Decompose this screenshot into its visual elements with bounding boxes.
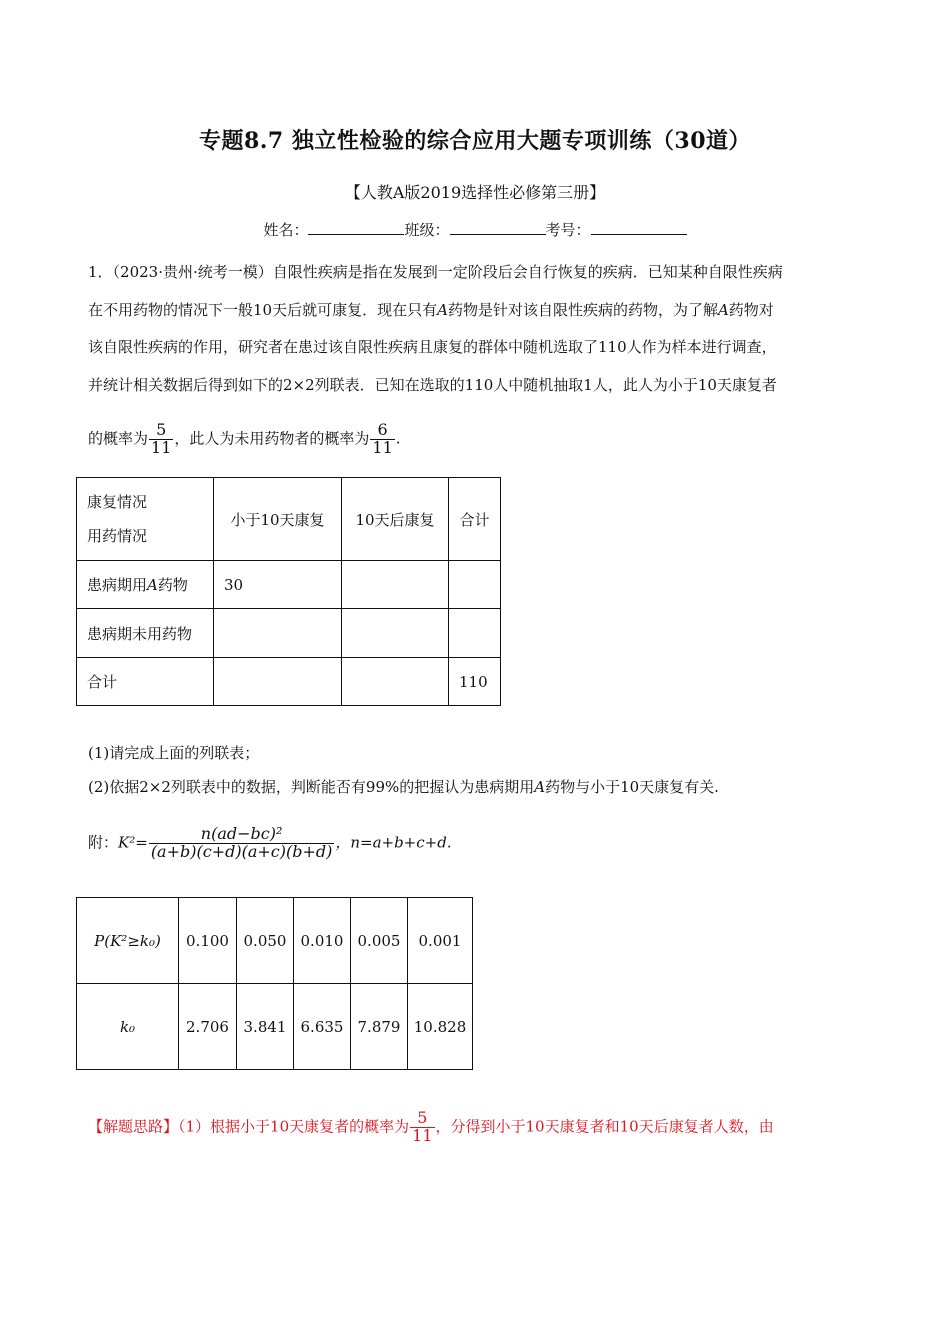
row-no-drug-label: 患病期未用药物 xyxy=(77,609,214,658)
table-row xyxy=(77,561,501,609)
p-value-cell: 0.010 xyxy=(294,898,351,984)
problem-statement xyxy=(88,254,863,404)
question-text: (2)依据 xyxy=(88,778,140,796)
critical-value-table xyxy=(76,897,473,1070)
formula-lhs: K²= xyxy=(118,833,148,852)
cell-empty[interactable] xyxy=(342,658,449,706)
formula-label: 附： xyxy=(88,833,119,852)
document-subtitle: 【人教A版2019选择性必修第三册】 xyxy=(344,183,606,202)
p-value-row xyxy=(77,898,473,984)
problem-text: 自限性疾病是指在发展到一定阶段后会自行恢复的疾病．已知某种自限性疾病 xyxy=(272,263,783,281)
k-value-row xyxy=(77,984,473,1070)
problem-text: ，此人为未用药物者的概率为 xyxy=(174,429,370,448)
question-text: 药物与小于10天康复有关. xyxy=(545,778,719,796)
document-title: 专题8.7 独立性检验的综合应用大题专项训练（30道） xyxy=(198,128,752,154)
fraction-numerator: 5 xyxy=(149,422,173,440)
chi-square-formula xyxy=(88,826,452,861)
fraction-six-elevenths xyxy=(370,422,394,457)
cell-grand-total: 110 xyxy=(449,658,501,706)
solution-hint xyxy=(88,1110,774,1145)
table-row xyxy=(77,609,501,658)
problem-text: 药物对 xyxy=(728,300,774,319)
fraction-denominator: 11 xyxy=(372,437,393,457)
cell-empty[interactable] xyxy=(449,609,501,658)
two-by-two-symbol: 2×2 xyxy=(139,778,171,796)
fraction-numerator: 6 xyxy=(370,422,394,440)
variable-a: A xyxy=(534,778,546,796)
row-label-text: 药物 xyxy=(157,576,188,594)
row-label-text: 患病期用 xyxy=(87,576,148,594)
problem-text: 的概率为 xyxy=(88,429,149,448)
variable-a: A xyxy=(437,300,448,319)
fraction-numerator: 5 xyxy=(410,1110,434,1128)
problem-text: 列联表．已知在选取的110人中随机抽取1人，此人为小于10天康复者 xyxy=(314,375,777,394)
cell-empty[interactable] xyxy=(342,609,449,658)
fraction-denominator: 11 xyxy=(151,437,172,457)
row-total-label: 合计 xyxy=(77,658,214,706)
solution-fraction xyxy=(410,1110,434,1145)
formula-tail: ，n=a+b+c+d. xyxy=(335,833,452,852)
class-blank[interactable] xyxy=(450,218,546,235)
p-value-cell: 0.050 xyxy=(237,898,294,984)
problem-text: . xyxy=(395,429,401,448)
k-value-cell: 2.706 xyxy=(179,984,237,1070)
table-row xyxy=(77,658,501,706)
solution-label: 【解题思路】 xyxy=(88,1117,179,1136)
row-used-drug-label xyxy=(77,561,214,609)
cell-used-under-10: 30 xyxy=(214,561,342,609)
variable-a: A xyxy=(147,576,158,594)
k-value-cell: 7.879 xyxy=(351,984,408,1070)
problem-source: （2023·贵州·统考一模） xyxy=(112,263,273,281)
diagonal-header-cell xyxy=(77,478,214,561)
class-label: 班级： xyxy=(404,221,450,239)
formula-fraction xyxy=(149,826,335,861)
header-bottom-label: 用药情况 xyxy=(87,527,148,545)
p-value-cell: 0.100 xyxy=(179,898,237,984)
cell-empty[interactable] xyxy=(214,658,342,706)
fraction-five-elevenths xyxy=(149,422,173,457)
col-under-10-days: 小于10天康复 xyxy=(214,478,342,561)
solution-text: ，分得到小于10天康复者和10天后康复者人数，由 xyxy=(435,1117,774,1136)
formula-numerator: n(ad−bc)² xyxy=(149,826,335,844)
cell-empty[interactable] xyxy=(342,561,449,609)
cell-empty[interactable] xyxy=(449,561,501,609)
problem-text: 在不用药物的情况下一般10天后就可康复．现在只有 xyxy=(88,300,438,319)
header-top-label: 康复情况 xyxy=(87,493,148,511)
question-1: (1)请完成上面的列联表； xyxy=(88,744,260,762)
fraction-denominator: 11 xyxy=(412,1125,433,1145)
problem-text: 药物是针对该自限性疾病的药物，为了解 xyxy=(447,300,718,319)
question-text: 列联表中的数据，判断能否有99%的把握认为患病期用 xyxy=(170,778,535,796)
k-row-header: k₀ xyxy=(77,984,179,1070)
k-value-cell: 3.841 xyxy=(237,984,294,1070)
col-after-10-days: 10天后康复 xyxy=(342,478,449,561)
table-header-row xyxy=(77,478,501,561)
problem-line-2 xyxy=(88,292,863,330)
cell-empty[interactable] xyxy=(214,609,342,658)
problem-text: 并统计相关数据后得到如下的 xyxy=(88,375,284,394)
p-value-cell: 0.005 xyxy=(351,898,408,984)
p-value-cell: 0.001 xyxy=(408,898,473,984)
problem-number: 1． xyxy=(88,263,113,281)
exam-number-label: 考号： xyxy=(545,221,591,239)
col-total: 合计 xyxy=(449,478,501,561)
exam-number-blank[interactable] xyxy=(591,218,687,235)
problem-line-4 xyxy=(88,367,863,405)
name-blank[interactable] xyxy=(308,218,404,235)
probability-line xyxy=(88,422,401,457)
k-value-cell: 10.828 xyxy=(408,984,473,1070)
problem-line-3 xyxy=(88,329,863,367)
problem-text: 该自限性疾病的作用，研究者在患过该自限性疾病且康复的群体中随机选取了110人作为样本进行调查， xyxy=(88,338,777,356)
contingency-table xyxy=(76,477,501,706)
solution-text: （1）根据小于10天康复者的概率为 xyxy=(178,1117,410,1136)
variable-a: A xyxy=(717,300,729,319)
question-2 xyxy=(88,776,719,797)
k-value-cell: 6.635 xyxy=(294,984,351,1070)
problem-line-1 xyxy=(88,254,863,292)
student-info-line xyxy=(0,218,950,240)
two-by-two-symbol: 2×2 xyxy=(283,375,315,394)
formula-denominator: (a+b)(c+d)(a+c)(b+d) xyxy=(150,841,333,861)
name-label: 姓名： xyxy=(263,221,309,239)
p-row-header: P(K²≥k₀) xyxy=(77,898,179,984)
